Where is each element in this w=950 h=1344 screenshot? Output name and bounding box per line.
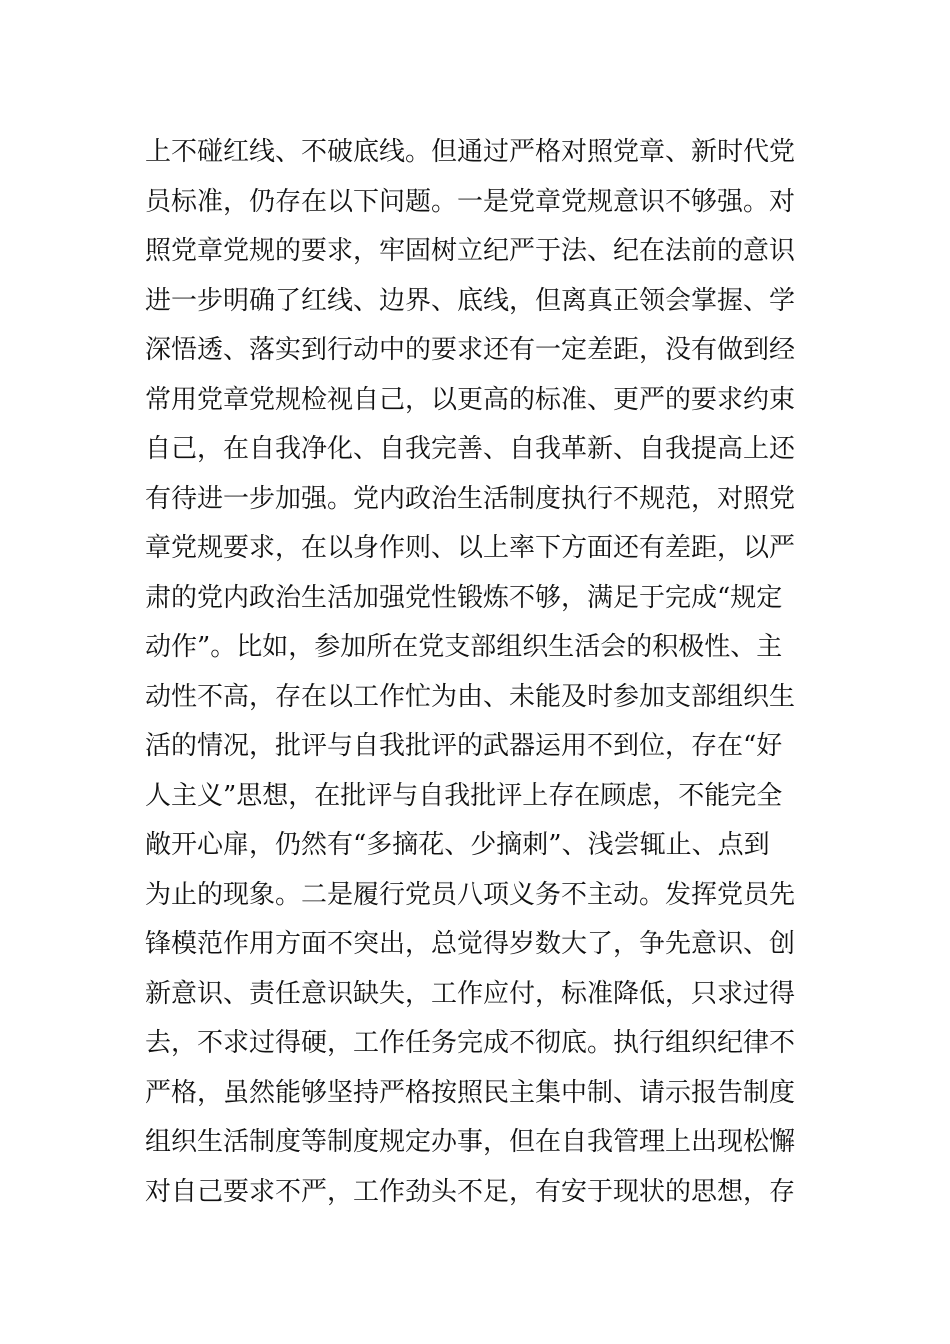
text-line: 去，不求过得硬，工作任务完成不彻底。执行组织纪律不: [145, 1028, 796, 1058]
text-line: 活的情况，批评与自我批评的武器运用不到位，存在“好: [145, 731, 783, 761]
text-line: 新意识、责任意识缺失，工作应付，标准降低，只求过得: [145, 978, 796, 1009]
text-line: 敞开心扉，仍然有“多摘花、少摘刺”、浅尝辄止、点到: [145, 830, 770, 860]
text-line: 深悟透、落实到行动中的要求还有一定差距，没有做到经: [145, 335, 796, 365]
text-line: 肃的党内政治生活加强党性锻炼不够，满足于完成“规定: [145, 582, 783, 613]
text-line: 上不碰红线、不破底线。但通过严格对照党章、新时代党: [145, 137, 796, 167]
text-line: 人主义”思想，在批评与自我批评上存在顾虑，不能完全: [145, 780, 783, 811]
text-line: 动性不高，存在以工作忙为由、未能及时参加支部组织生: [145, 681, 796, 712]
text-line: 自己，在自我净化、自我完善、自我革新、自我提高上还: [145, 434, 796, 464]
text-line: 进一步明确了红线、边界、底线，但离真正领会掌握、学: [145, 285, 796, 316]
text-line: 严格，虽然能够坚持严格按照民主集中制、请示报告制度: [145, 1077, 796, 1108]
text-line: 照党章党规的要求，牢固树立纪严于法、纪在法前的意识: [145, 236, 796, 266]
text-line: 动作”。比如，参加所在党支部组织生活会的积极性、主: [145, 632, 783, 662]
text-line: 常用党章党规检视自己，以更高的标准、更严的要求约束: [145, 384, 796, 415]
text-line: 对自己要求不严，工作劲头不足，有安于现状的思想，存: [145, 1176, 796, 1207]
body-paragraph: [145, 128, 815, 1217]
text-line: 为止的现象。二是履行党员八项义务不主动。发挥党员先: [145, 879, 796, 910]
text-line: 组织生活制度等制度规定办事，但在自我管理上出现松懈: [145, 1127, 796, 1157]
text-line: 有待进一步加强。党内政治生活制度执行不规范，对照党: [145, 483, 796, 514]
text-line: 员标准，仍存在以下问题。一是党章党规意识不够强。对: [145, 186, 796, 217]
text-line: 章党规要求，在以身作则、以上率下方面还有差距，以严: [145, 533, 796, 563]
text-line: 锋模范作用方面不突出，总觉得岁数大了，争先意识、创: [145, 929, 796, 959]
